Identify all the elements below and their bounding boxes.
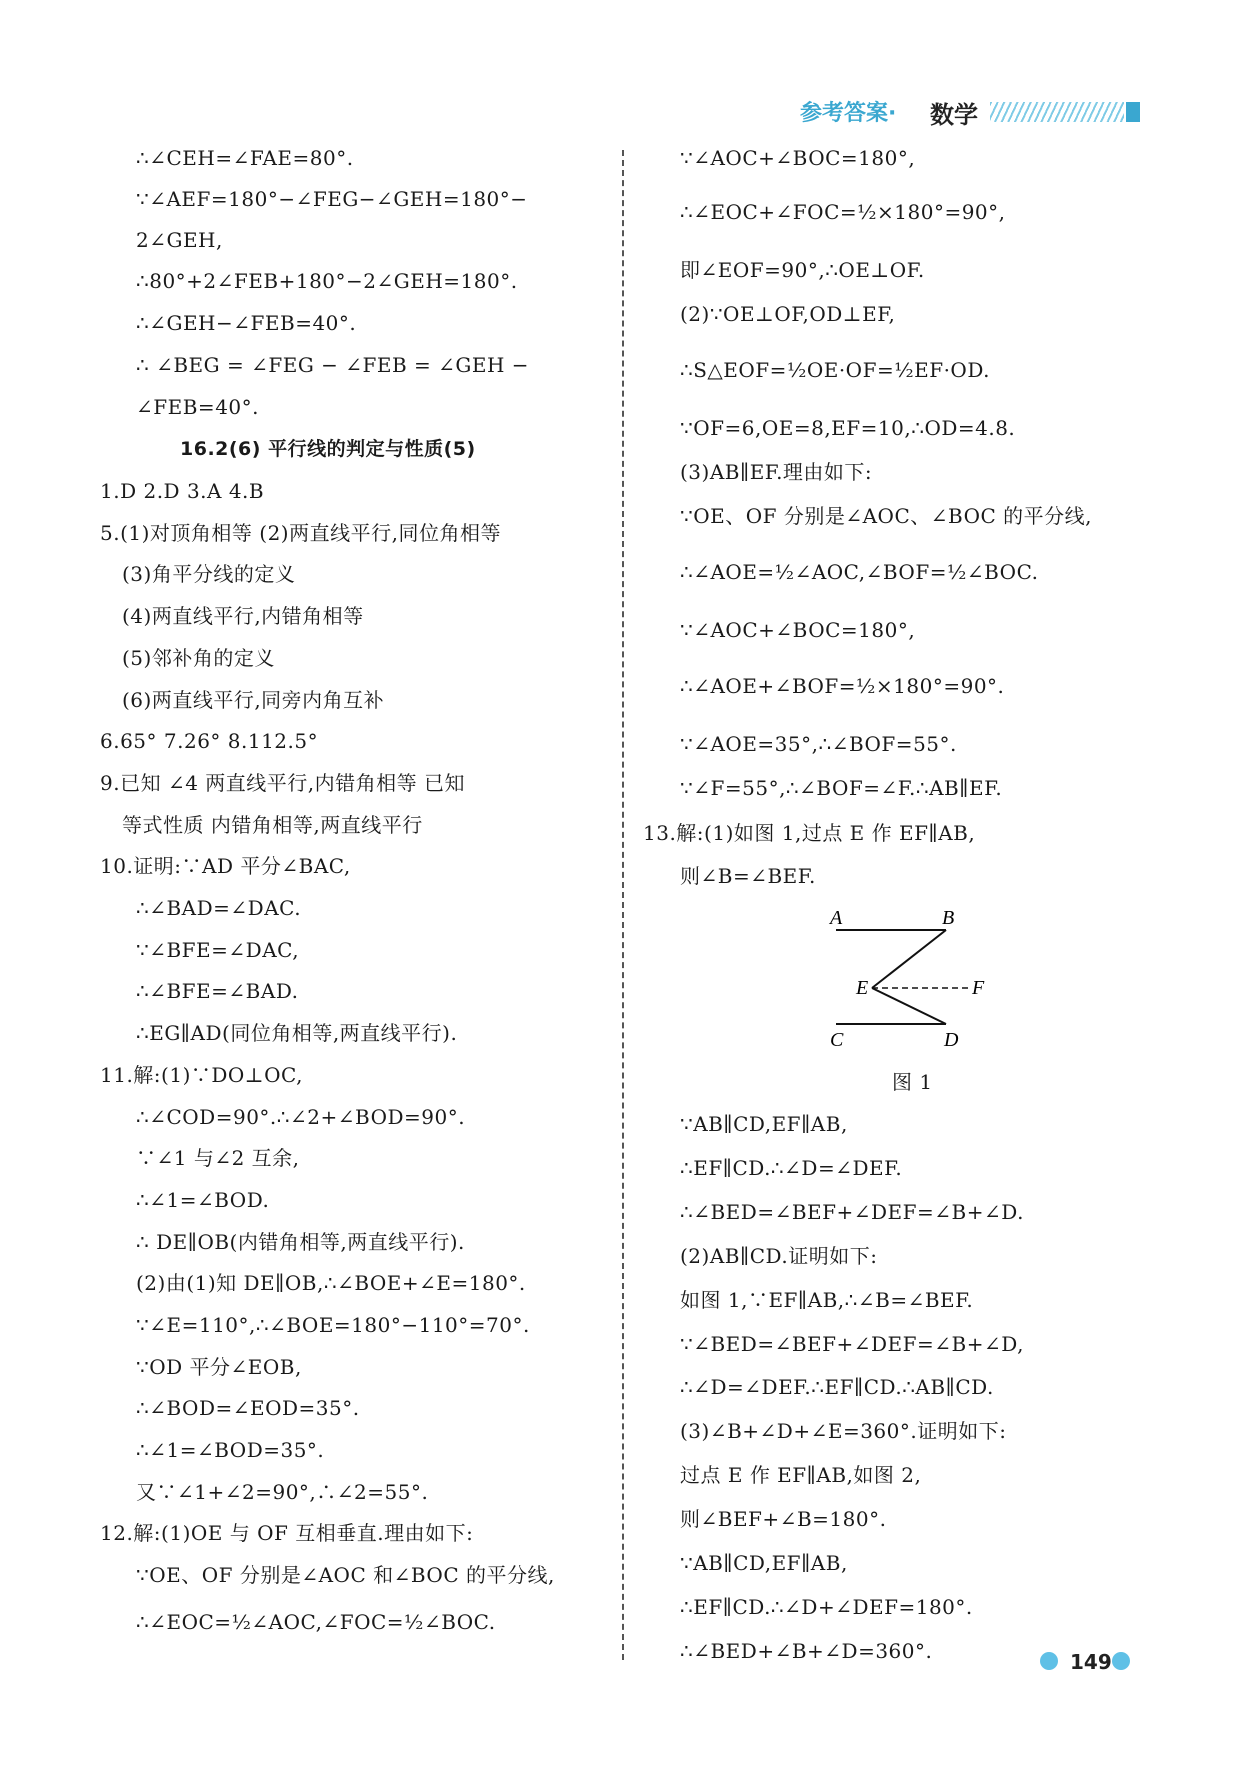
text-line: (2)AB∥CD.证明如下: <box>680 1244 878 1268</box>
text-line: 如图 1,∵EF∥AB,∴∠B=∠BEF. <box>680 1288 974 1312</box>
page-header <box>800 96 1145 130</box>
text-line: ∠FEB=40°. <box>136 395 259 419</box>
text-line: (4)两直线平行,内错角相等 <box>122 604 364 628</box>
label-d: D <box>944 1029 959 1050</box>
text-line: ∴80°+2∠FEB+180°−2∠GEH=180°. <box>136 269 518 293</box>
text-line: ∴∠D=∠DEF.∴EF∥CD.∴AB∥CD. <box>680 1375 994 1399</box>
text-line: ∴∠1=∠BOD. <box>136 1188 270 1212</box>
text-line: ∴EF∥CD.∴∠D=∠DEF. <box>680 1156 903 1180</box>
answer-line: 9.已知 ∠4 两直线平行,内错角相等 已知 <box>100 771 465 795</box>
header-subject: 数学 <box>930 101 978 129</box>
label-f: F <box>972 977 985 999</box>
text-line: ∴S△EOF=½OE·OF=½EF·OD. <box>680 358 991 382</box>
page-dot-right <box>1112 1652 1130 1670</box>
text-line: ∵∠BED=∠BEF+∠DEF=∠B+∠D, <box>680 1332 1024 1356</box>
text-line: ∴EG∥AD(同位角相等,两直线平行). <box>136 1021 458 1045</box>
answer-line: 10.证明:∵AD 平分∠BAC, <box>100 854 351 878</box>
text-line: ∵∠1 与∠2 互余, <box>136 1146 300 1170</box>
text-line: ∴∠AOE+∠BOF=½×180°=90°. <box>680 674 1005 698</box>
text-line: (3)∠B+∠D+∠E=360°.证明如下: <box>680 1419 1007 1443</box>
text-line: ∴ DE∥OB(内错角相等,两直线平行). <box>136 1230 465 1254</box>
text-line: ∵∠AOC+∠BOC=180°, <box>680 618 916 642</box>
answer-line: 12.解:(1)OE 与 OF 互相垂直.理由如下: <box>100 1521 474 1545</box>
text-line: ∴∠COD=90°.∴∠2+∠BOD=90°. <box>136 1105 466 1129</box>
text-line: ∴∠BFE=∠BAD. <box>136 979 299 1003</box>
answer-line: 6.65° 7.26° 8.112.5° <box>100 729 319 753</box>
text-line: ∵AB∥CD,EF∥AB, <box>680 1551 848 1575</box>
text-line: (3)角平分线的定义 <box>122 562 296 586</box>
text-line: 即∠EOF=90°,∴OE⊥OF. <box>680 258 925 282</box>
answer-line: 11.解:(1)∵DO⊥OC, <box>100 1063 303 1087</box>
text-line: 过点 E 作 EF∥AB,如图 2, <box>680 1463 922 1487</box>
text-line: ∴∠EOC+∠FOC=½×180°=90°, <box>680 200 1006 224</box>
text-line: ∵OD 平分∠EOB, <box>136 1355 302 1379</box>
text-line: (6)两直线平行,同旁内角互补 <box>122 688 385 712</box>
figure-caption: 图 1 <box>892 1070 933 1094</box>
page-number-badge <box>1040 1646 1140 1676</box>
text-line: (3)AB∥EF.理由如下: <box>680 460 873 484</box>
label-a: A <box>830 907 843 929</box>
text-line: ∵∠AOE=35°,∴∠BOF=55°. <box>680 732 957 756</box>
header-stripes <box>990 102 1124 122</box>
text-line: ∵AB∥CD,EF∥AB, <box>680 1112 848 1136</box>
label-c: C <box>830 1029 844 1050</box>
text-line: ∴∠BED=∠BEF+∠DEF=∠B+∠D. <box>680 1200 1024 1224</box>
page-dot-left <box>1040 1652 1058 1670</box>
text-line: 又∵∠1+∠2=90°,∴∠2=55°. <box>136 1480 429 1504</box>
geometry-figure-1 <box>820 900 1000 1050</box>
text-line: 2∠GEH, <box>136 228 223 252</box>
text-line: ∵∠BFE=∠DAC, <box>136 938 300 962</box>
text-line: ∵∠F=55°,∴∠BOF=∠F.∴AB∥EF. <box>680 776 1003 800</box>
text-line: 则∠BEF+∠B=180°. <box>680 1507 887 1531</box>
answer-line: 13.解:(1)如图 1,过点 E 作 EF∥AB, <box>643 821 976 845</box>
answer-line: 1.D 2.D 3.A 4.B <box>100 479 265 503</box>
text-line: ∴∠AOE=½∠AOC,∠BOF=½∠BOC. <box>680 560 1039 584</box>
text-line: ∴∠BED+∠B+∠D=360°. <box>680 1639 933 1663</box>
text-line: ∴EF∥CD.∴∠D+∠DEF=180°. <box>680 1595 973 1619</box>
text-line: 等式性质 内错角相等,两直线平行 <box>122 813 423 837</box>
text-line: (2)由(1)知 DE∥OB,∴∠BOE+∠E=180°. <box>136 1271 526 1295</box>
answer-line: 5.(1)对顶角相等 (2)两直线平行,同位角相等 <box>100 521 501 545</box>
text-line: ∴∠GEH−∠FEB=40°. <box>136 311 357 335</box>
text-line: (5)邻补角的定义 <box>122 646 275 670</box>
text-line: ∵OE、OF 分别是∠AOC 和∠BOC 的平分线, <box>136 1563 555 1587</box>
text-line: ∴∠EOC=½∠AOC,∠FOC=½∠BOC. <box>136 1610 496 1634</box>
text-line: ∴∠BOD=∠EOD=35°. <box>136 1396 360 1420</box>
segment-ed <box>872 988 946 1024</box>
text-line: ∵OE、OF 分别是∠AOC、∠BOC 的平分线, <box>680 504 1092 528</box>
page-number: 149 <box>1070 1650 1112 1674</box>
text-line: ∵OF=6,OE=8,EF=10,∴OD=4.8. <box>680 416 1016 440</box>
label-b: B <box>942 907 955 929</box>
text-line: (2)∵OE⊥OF,OD⊥EF, <box>680 302 896 326</box>
header-title: 参考答案· <box>800 101 897 126</box>
segment-be <box>872 930 946 988</box>
text-line: ∵∠AOC+∠BOC=180°, <box>680 146 916 170</box>
text-line: ∴∠BAD=∠DAC. <box>136 896 302 920</box>
text-line: ∴ ∠BEG = ∠FEG − ∠FEB = ∠GEH − <box>136 353 530 377</box>
column-divider <box>622 150 624 1660</box>
text-line: ∴∠CEH=∠FAE=80°. <box>136 146 354 170</box>
label-e: E <box>856 977 869 999</box>
section-title: 16.2(6) 平行线的判定与性质(5) <box>180 438 476 460</box>
text-line: ∴∠1=∠BOD=35°. <box>136 1438 325 1462</box>
text-line: ∵∠E=110°,∴∠BOE=180°−110°=70°. <box>136 1313 530 1337</box>
text-line: ∵∠AEF=180°−∠FEG−∠GEH=180°− <box>136 187 528 211</box>
header-block <box>1126 102 1140 122</box>
text-line: 则∠B=∠BEF. <box>680 864 816 888</box>
